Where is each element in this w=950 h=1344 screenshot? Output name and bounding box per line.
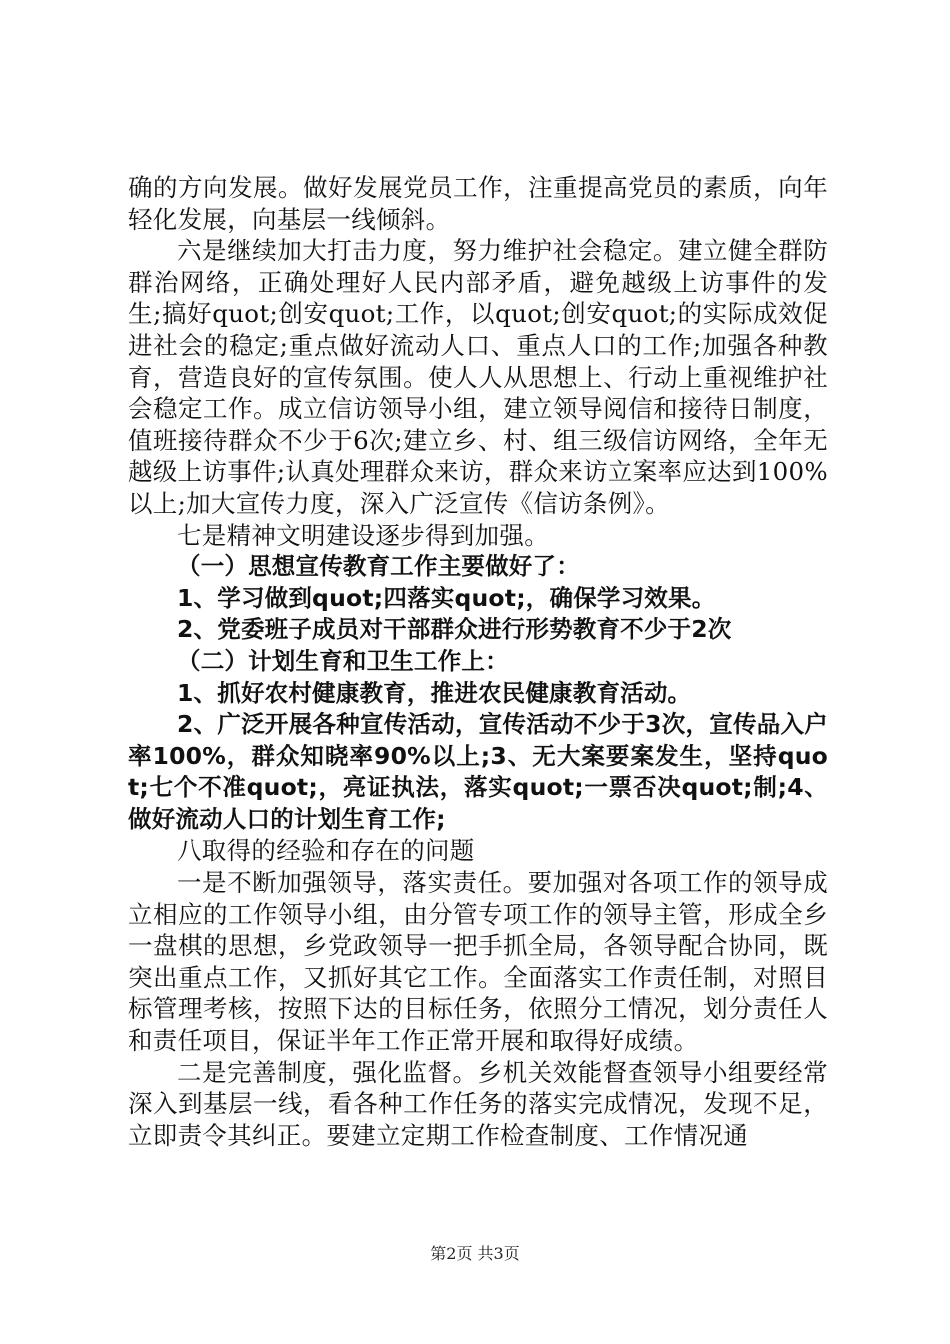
list-item-4: 2、广泛开展各种宣传活动，宣传活动不少于3次，宣传品入户率100%，群众知晓率90%以上;3、无大案要案发生，坚持quot;七个不准quot;，亮证执法，落实quot;一票否决quot;制;4、做好流动人口的计划生育工作; xyxy=(128,710,828,833)
list-item-1: 1、学习做到quot;四落实quot;，确保学习效果。 xyxy=(177,583,716,612)
paragraph-2: 六是继续加大打击力度，努力维护社会稳定。建立健全群防群治网络，正确处理好人民内部矛盾，避免越级上访事件的发生;搞好quot;创安quot;工作，以quot;创安quot;的实际成效促进社会的稳定;重点做好流动人口、重点人口的工作;加强各种教育，营造良好的宣传氛围。使人人从思想上、行动上重视维护社会稳定工作。成立信访领导小组，建立领导阅信和接待日制度，值班接待群众不少于6次;建立乡、村、组三级信访网络，全年无越级上访事件;认真处理群众来访，群众来访立案率应达到100%以上;加大宣传力度，深入广泛宣传《信访条例》。 xyxy=(128,236,828,518)
section-heading-2: （二）计划生育和卫生工作上： xyxy=(177,646,509,675)
section-heading-1: （一）思想宣传教育工作主要做好了： xyxy=(177,552,580,581)
page-footer: 第2页 共3页 xyxy=(430,1244,520,1263)
paragraph-3: 七是精神文明建设逐步得到加强。 xyxy=(177,520,549,550)
list-item-3: 1、抓好农村健康教育，推进农民健康教育活动。 xyxy=(177,678,692,707)
paragraph-6: 二是完善制度，强化监督。乡机关效能督查领导小组要经常深入到基层一线，看各种工作任务的落实完成情况，发现不足，立即责令其纠正。要建立定期工作检查制度、工作情况通 xyxy=(128,1057,828,1150)
list-item-2: 2、党委班子成员对干部群众进行形势教育不少于2次 xyxy=(177,615,732,644)
paragraph-5: 一是不断加强领导，落实责任。要加强对各项工作的领导成立相应的工作领导小组，由分管专项工作的领导主管，形成全乡一盘棋的思想，乡党政领导一把手抓全局，各领导配合协同，既突出重点工作，又抓好其它工作。全面落实工作责任制，对照目标管理考核，按照下达的目标任务，依照分工情况，划分责任人和责任项目，保证半年工作正常开展和取得好成绩。 xyxy=(128,868,828,1056)
paragraph-1: 确的方向发展。做好发展党员工作，注重提高党员的素质，向年轻化发展，向基层一线倾斜。 xyxy=(128,173,828,234)
document-body xyxy=(128,172,828,1151)
paragraph-4: 八取得的经验和存在的问题 xyxy=(177,836,475,866)
